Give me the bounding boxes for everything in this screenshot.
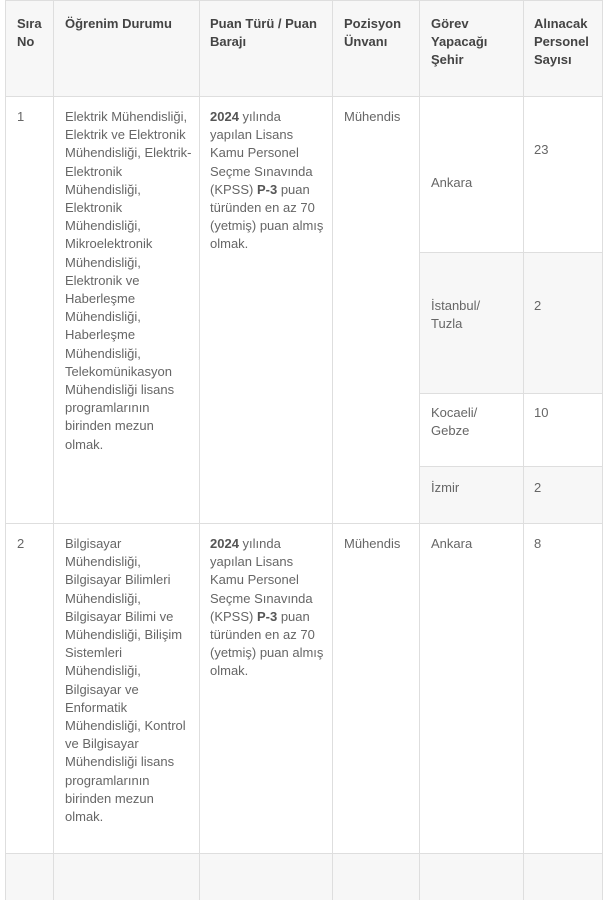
row2-puan-year: 2024	[210, 536, 239, 551]
row1-ogrenim: Elektrik Mühendisliği, Elektrik ve Elektronik Mühendisliği, Elektrik-Elektronik Mühendisliği, Elektronik Mühendisliği, Mikroelektronik Mühendisliği, Elektronik ve Haberleşme Mühendisliği, Haberleşme Mühendisliği, Telekomünikasyon Mühendisliği lisans programlarının birinden mezun olmak.	[65, 109, 192, 452]
header-sira-no: Sıra No	[17, 16, 42, 49]
header-personel-sayisi: Alınacak Personel Sayısı	[534, 16, 589, 67]
row1-sehir-ankara: Ankara	[431, 175, 473, 190]
row2-no: 2	[17, 536, 25, 551]
row2-sehir: Ankara	[431, 536, 473, 551]
row1-sayi-kocaeli: 10	[534, 405, 549, 420]
row1-no: 1	[17, 109, 25, 124]
header-ogrenim-durumu: Öğrenim Durumu	[65, 16, 172, 31]
row1-sayi-istanbul: 2	[534, 298, 542, 313]
row1-puan: 2024 yılında yapılan Lisans Kamu Personel Seçme Sınavında (KPSS) P-3 puan türünden en az 70 (yetmiş) puan almış olmak.	[210, 109, 324, 252]
header-pozisyon-unvani: Pozisyon Ünvanı	[344, 16, 402, 49]
row1-sayi-izmir: 2	[534, 480, 542, 495]
row1-puan-type: P-3	[256, 181, 278, 197]
row1-puan-year: 2024	[210, 109, 239, 124]
row2-sayi: 8	[534, 536, 542, 551]
header-puan-turu: Puan Türü / Puan Barajı	[210, 16, 317, 49]
row2-ogrenim: Bilgisayar Mühendisliği, Bilgisayar Bilimleri Mühendisliği, Bilgisayar Bilimi ve Mühendisliği, Bilişim Sistemleri Mühendisliği, Bilgisayar ve Enformatik Mühendisliği, Kontrol ve Bilgisayar Mühendisliği lisans programlarının birinden mezun olmak.	[65, 536, 186, 825]
row1-sehir-izmir: İzmir	[431, 480, 460, 495]
row1-sehir-kocaeli: Kocaeli/ Gebze	[431, 405, 478, 439]
row2-puan-type: P-3	[256, 608, 278, 624]
row1-pozisyon: Mühendis	[344, 109, 401, 124]
table-row-3-partial	[5, 853, 603, 900]
row2-pozisyon: Mühendis	[344, 536, 401, 551]
recruitment-table	[5, 0, 603, 900]
row1-sayi-ankara: 23	[534, 142, 549, 157]
row2-puan: 2024 yılında yapılan Lisans Kamu Personel Seçme Sınavında (KPSS) P-3 puan türünden en az 70 (yetmiş) puan almış olmak.	[210, 536, 324, 679]
header-gorev-sehir: Görev Yapacağı Şehir	[431, 16, 488, 67]
row1-sehir-istanbul: İstanbul/ Tuzla	[431, 298, 481, 332]
